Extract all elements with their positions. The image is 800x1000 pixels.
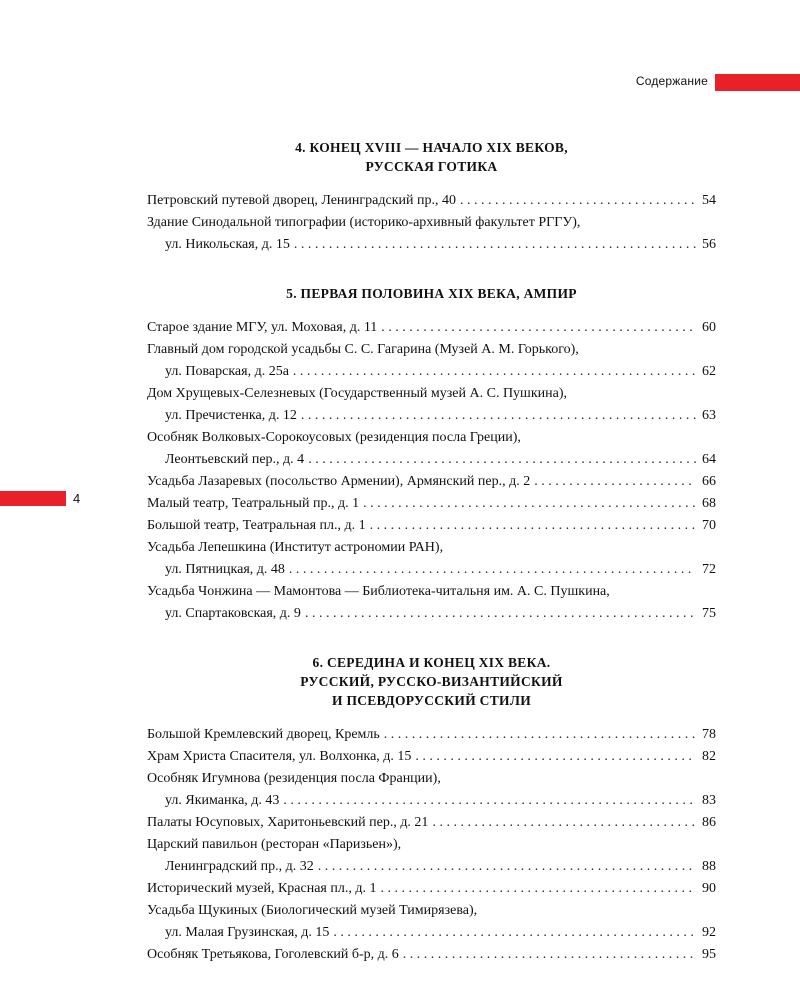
table-of-contents — [147, 138, 716, 994]
toc-entry[interactable] — [147, 339, 716, 383]
toc-section — [147, 138, 716, 256]
entry-page-number: 60 — [702, 320, 716, 335]
entry-title: ул. Поварская, д. 25а — [165, 364, 289, 379]
dot-leader — [381, 317, 696, 339]
entry-title: Большой театр, Театральная пл., д. 1 — [147, 518, 366, 533]
entry-title: ул. Якиманка, д. 43 — [165, 793, 280, 808]
entry-page-number: 64 — [702, 452, 716, 467]
dot-leader — [333, 922, 696, 944]
entry-title: Ленинградский пр., д. 32 — [165, 859, 314, 874]
section-heading — [147, 284, 716, 303]
dot-leader — [415, 746, 696, 768]
page-number-accent-bar — [0, 491, 66, 506]
entry-page-number: 68 — [702, 496, 716, 511]
toc-entry[interactable] — [147, 812, 716, 834]
entry-page-number: 72 — [702, 562, 716, 577]
toc-entry[interactable] — [147, 581, 716, 625]
page-number: 4 — [73, 491, 81, 506]
entry-title: Леонтьевский пер., д. 4 — [165, 452, 305, 467]
entry-title-line: Усадьба Щукиных (Биологический музей Тимирязева), — [147, 903, 478, 918]
entry-title-line: Особняк Игумнова (резиденция посла Франции), — [147, 771, 441, 786]
toc-entry[interactable] — [147, 383, 716, 427]
dot-leader — [289, 559, 696, 581]
dot-leader — [294, 234, 696, 256]
entry-title-line: Особняк Волковых-Сорокоусовых (резиденция посла Греции), — [147, 430, 521, 445]
entry-title-line: Усадьба Лепешкина (Институт астрономии РАН), — [147, 540, 444, 555]
entry-title: ул. Никольская, д. 15 — [165, 237, 290, 252]
entry-page-number: 90 — [702, 881, 716, 896]
dot-leader — [380, 878, 696, 900]
entry-page-number: 86 — [702, 815, 716, 830]
dot-leader — [534, 471, 696, 493]
running-header-title: Содержание — [635, 74, 708, 88]
toc-entry[interactable] — [147, 900, 716, 944]
entry-title: ул. Пятницкая, д. 48 — [165, 562, 285, 577]
toc-entry[interactable] — [147, 768, 716, 812]
dot-leader — [384, 724, 696, 746]
dot-leader — [301, 405, 696, 427]
section-heading-line: 4. КОНЕЦ XVIII — НАЧАЛО XIX ВЕКОВ, — [295, 140, 568, 155]
entry-page-number: 78 — [702, 727, 716, 742]
toc-entry[interactable] — [147, 493, 716, 515]
dot-leader — [432, 812, 696, 834]
dot-leader — [308, 449, 696, 471]
toc-section — [147, 284, 716, 625]
dot-leader — [363, 493, 696, 515]
section-heading-line: РУССКАЯ ГОТИКА — [365, 159, 498, 174]
entry-page-number: 63 — [702, 408, 716, 423]
entry-title-line: Дом Хрущевых-Селезневых (Государственный музей А. С. Пушкина), — [147, 386, 567, 401]
entry-title-line: Здание Синодальной типографии (историко-архивный факультет РГГУ), — [147, 215, 581, 230]
dot-leader — [305, 603, 696, 625]
dot-leader — [283, 790, 696, 812]
toc-entry[interactable] — [147, 834, 716, 878]
entry-title: Усадьба Лазаревых (посольство Армении), Армянский пер., д. 2 — [147, 474, 531, 489]
toc-section — [147, 653, 716, 966]
section-heading-line: РУССКИЙ, РУССКО-ВИЗАНТИЙСКИЙ — [300, 674, 563, 689]
toc-entry[interactable] — [147, 724, 716, 746]
entry-title: Храм Христа Спасителя, ул. Волхонка, д. 15 — [147, 749, 412, 764]
entry-page-number: 82 — [702, 749, 716, 764]
toc-entry[interactable] — [147, 427, 716, 471]
toc-entry[interactable] — [147, 878, 716, 900]
entry-title-line: Усадьба Чонжина — Мамонтова — Библиотека-читальня им. А. С. Пушкина, — [147, 584, 610, 599]
section-heading — [147, 653, 716, 710]
toc-entry[interactable] — [147, 944, 716, 966]
section-heading — [147, 138, 716, 176]
entry-title: Большой Кремлевский дворец, Кремль — [147, 727, 380, 742]
dot-leader — [293, 361, 696, 383]
entry-title-line: Царский павильон (ресторан «Паризьен»), — [147, 837, 402, 852]
toc-entry[interactable] — [147, 515, 716, 537]
dot-leader — [318, 856, 696, 878]
toc-entry[interactable] — [147, 537, 716, 581]
dot-leader — [370, 515, 696, 537]
entry-title: Старое здание МГУ, ул. Моховая, д. 11 — [147, 320, 378, 335]
section-heading-line: 5. ПЕРВАЯ ПОЛОВИНА XIX ВЕКА, АМПИР — [286, 286, 577, 301]
entry-title: Исторический музей, Красная пл., д. 1 — [147, 881, 377, 896]
toc-entry[interactable] — [147, 212, 716, 256]
entry-page-number: 75 — [702, 606, 716, 621]
toc-entry[interactable] — [147, 190, 716, 212]
entry-page-number: 92 — [702, 925, 716, 940]
entry-title-line: Главный дом городской усадьбы С. С. Гагарина (Музей А. М. Горького), — [147, 342, 579, 357]
header-accent-bar — [715, 74, 800, 91]
entry-page-number: 95 — [702, 947, 716, 962]
entry-page-number: 66 — [702, 474, 716, 489]
entry-page-number: 70 — [702, 518, 716, 533]
section-heading-line: 6. СЕРЕДИНА И КОНЕЦ XIX ВЕКА. — [312, 655, 551, 670]
entry-title: Петровский путевой дворец, Ленинградский пр., 40 — [147, 193, 456, 208]
toc-entry[interactable] — [147, 317, 716, 339]
entry-page-number: 56 — [702, 237, 716, 252]
entry-title: ул. Малая Грузинская, д. 15 — [165, 925, 330, 940]
entry-title: Палаты Юсуповых, Харитоньевский пер., д. 21 — [147, 815, 429, 830]
entry-title: ул. Спартаковская, д. 9 — [165, 606, 301, 621]
entry-page-number: 88 — [702, 859, 716, 874]
entry-page-number: 83 — [702, 793, 716, 808]
entry-page-number: 54 — [702, 193, 716, 208]
toc-entry[interactable] — [147, 746, 716, 768]
entry-page-number: 62 — [702, 364, 716, 379]
toc-entry[interactable] — [147, 471, 716, 493]
entry-title: Малый театр, Театральный пр., д. 1 — [147, 496, 360, 511]
entry-title: Особняк Третьякова, Гоголевский б-р, д. 6 — [147, 947, 399, 962]
section-heading-line: И ПСЕВДОРУССКИЙ СТИЛИ — [331, 693, 531, 708]
entry-title: ул. Пречистенка, д. 12 — [165, 408, 297, 423]
dot-leader — [403, 944, 696, 966]
dot-leader — [460, 190, 696, 212]
